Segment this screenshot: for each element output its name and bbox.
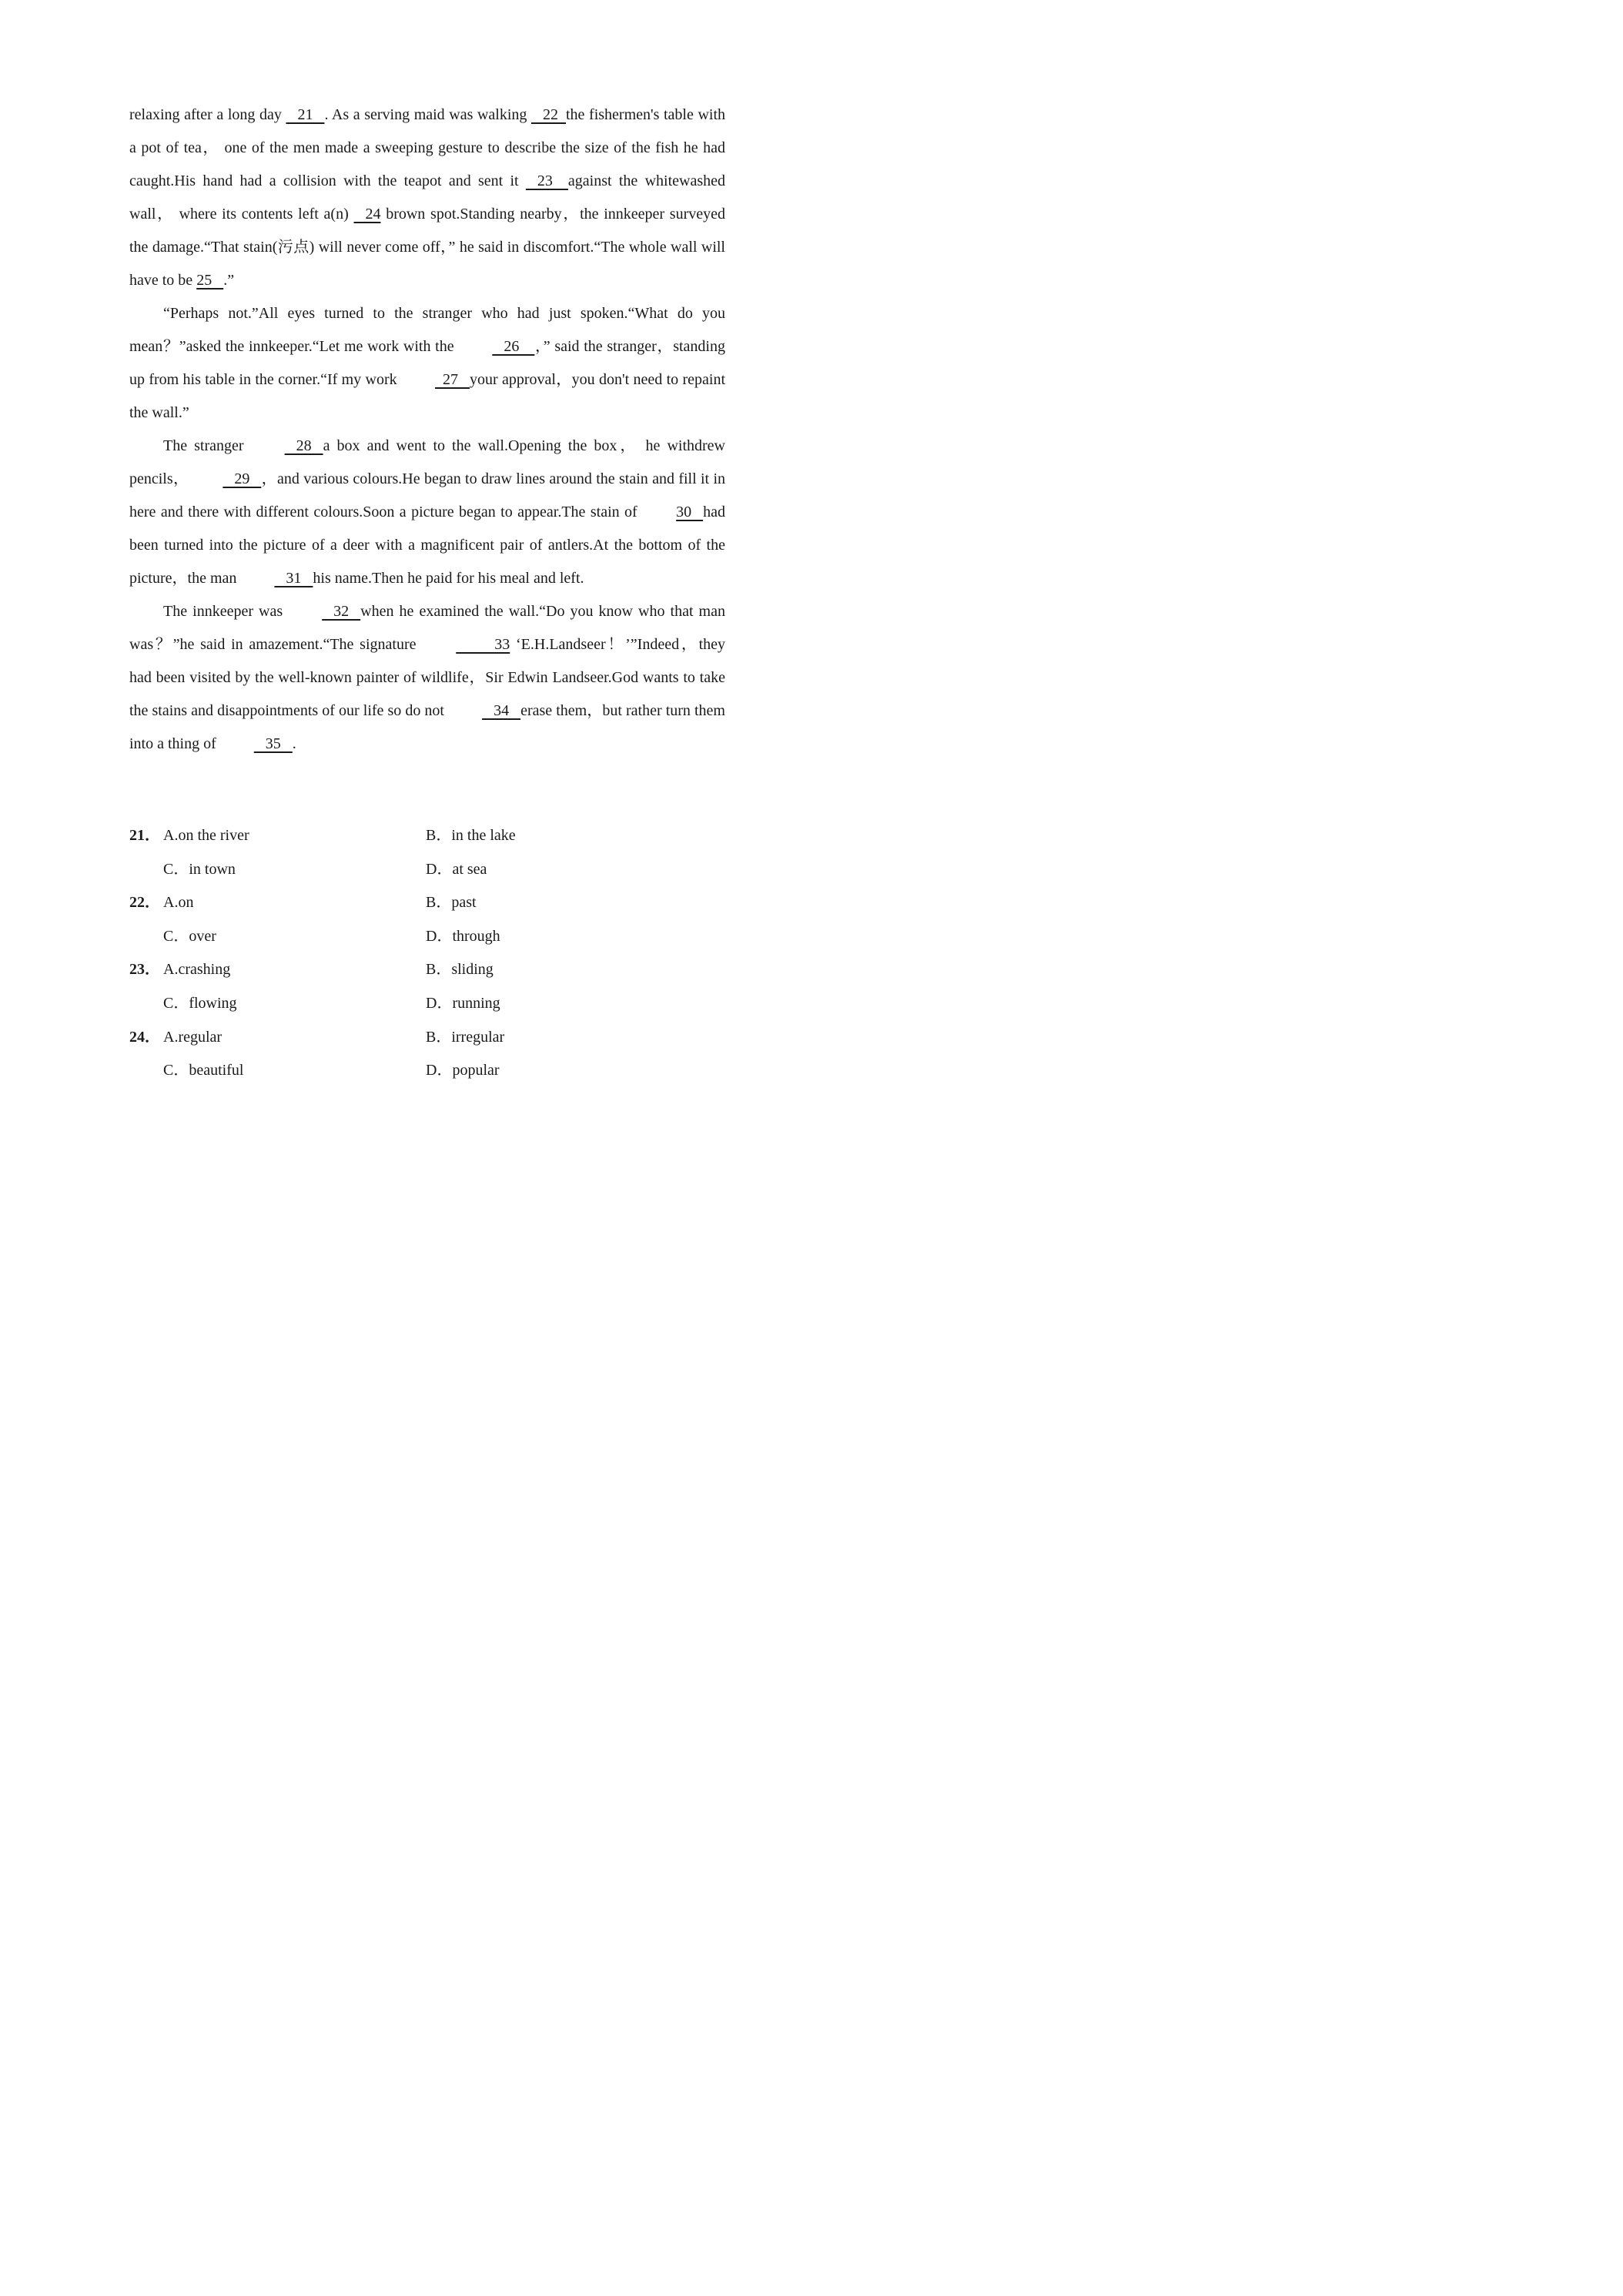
question-22-row-2 xyxy=(129,920,725,954)
passage-text: a box and went to the wall.Opening the box， he withdrew pencils， xyxy=(129,437,725,487)
question-number: 24． xyxy=(129,1028,160,1046)
option-b: B．past xyxy=(426,894,477,912)
blank-35: 35 xyxy=(253,735,293,752)
passage-text: brown spot.Standing nearby，the innkeeper surveyed the damage.“That stain(污点) will never come off，” he said in discomfort.“The whole wall will have to be xyxy=(129,206,726,289)
passage-text: The stranger xyxy=(163,437,251,454)
passage-text: erase them，but rather turn them into a thing of xyxy=(129,702,725,752)
blank-32: 32 xyxy=(322,603,361,620)
question-24 xyxy=(129,1021,725,1055)
passage-text: your approval，you don't need to repaint the wall.” xyxy=(129,371,725,421)
question-21 xyxy=(129,819,725,853)
question-23 xyxy=(129,953,725,987)
blank-21: 21 xyxy=(286,106,325,123)
option-a: A.regular xyxy=(163,1028,223,1046)
question-list xyxy=(129,819,725,1088)
blank-24: 24 xyxy=(353,206,381,223)
option-c: C．over xyxy=(163,927,216,945)
option-d: D．at sea xyxy=(426,860,487,878)
passage-text: relaxing after a long day xyxy=(129,106,286,123)
question-number: 22． xyxy=(129,894,160,912)
paragraph-4 xyxy=(129,595,725,761)
passage-text: “Perhaps not.”All eyes turned to the stranger who had just spoken.“What do you mean？”asked the innkeeper.“Let me work with the xyxy=(129,305,725,355)
passage-text: his name.Then he paid for his meal and left. xyxy=(313,570,584,587)
passage-text: ，and various colours.He began to draw lines around the stain and fill it in here and there with different colours.Soon a picture began to appear.The stain of xyxy=(129,470,725,520)
passage-text: The innkeeper was xyxy=(163,603,289,620)
blank-26: 26 xyxy=(492,338,535,355)
cloze-passage xyxy=(129,99,725,761)
passage-text: . xyxy=(292,735,296,752)
option-b: B．irregular xyxy=(426,1028,505,1046)
passage-text: against the whitewashed wall， where its contents left a(n) xyxy=(129,172,725,223)
passage-text: .” xyxy=(223,272,235,289)
paragraph-1 xyxy=(129,99,725,297)
option-c: C．beautiful xyxy=(163,1062,244,1079)
paragraph-2 xyxy=(129,297,725,430)
option-c: C．flowing xyxy=(163,994,237,1012)
blank-30: 30 xyxy=(676,504,704,520)
passage-text: when he examined the wall.“Do you know who that man was？”he said in amazement.“The signature xyxy=(129,603,725,653)
option-a: A.on xyxy=(163,894,194,912)
blank-23: 23 xyxy=(525,172,568,189)
option-d: D．through xyxy=(426,927,500,945)
question-22 xyxy=(129,886,725,920)
question-23-row-2 xyxy=(129,987,725,1021)
passage-text: ‘E.H.Landseer！’”Indeed，they had been visited by the well-known painter of wildlife，Sir Edwin Landseer.God wants to take the stains and disappointments of our life so do not xyxy=(129,636,726,719)
blank-29: 29 xyxy=(223,470,262,487)
blank-27: 27 xyxy=(434,371,470,388)
option-d: D．running xyxy=(426,994,500,1012)
passage-text: ，” said the stranger，standing up from his table in the corner.“If my work xyxy=(129,338,725,388)
option-a: A.on the river xyxy=(163,827,249,844)
option-c: C．in town xyxy=(163,860,236,878)
passage-text: . As a serving maid was walking xyxy=(324,106,531,123)
option-b: B．sliding xyxy=(426,961,494,979)
paragraph-3 xyxy=(129,430,725,595)
option-a: A.crashing xyxy=(163,961,231,979)
blank-25: 25 xyxy=(196,272,224,289)
passage-text: had been turned into the picture of a deer with a magnificent pair of antlers.At the bottom of the picture，the man xyxy=(129,504,725,587)
question-number: 21． xyxy=(129,827,160,844)
option-b: B．in the lake xyxy=(426,827,516,844)
blank-22: 22 xyxy=(531,106,566,123)
question-24-row-2 xyxy=(129,1054,725,1088)
blank-33: 33 xyxy=(456,636,510,653)
blank-28: 28 xyxy=(284,437,323,454)
option-d: D．popular xyxy=(426,1062,500,1079)
passage-text: the fishermen's table with a pot of tea， one of the men made a sweeping gesture to describe the size of the fish he had caught.His hand had a collision with the teapot and sent it xyxy=(129,106,725,189)
question-21-row-2 xyxy=(129,853,725,887)
blank-34: 34 xyxy=(482,702,521,719)
blank-31: 31 xyxy=(274,570,313,587)
question-number: 23． xyxy=(129,961,160,979)
exam-page xyxy=(0,0,850,1203)
